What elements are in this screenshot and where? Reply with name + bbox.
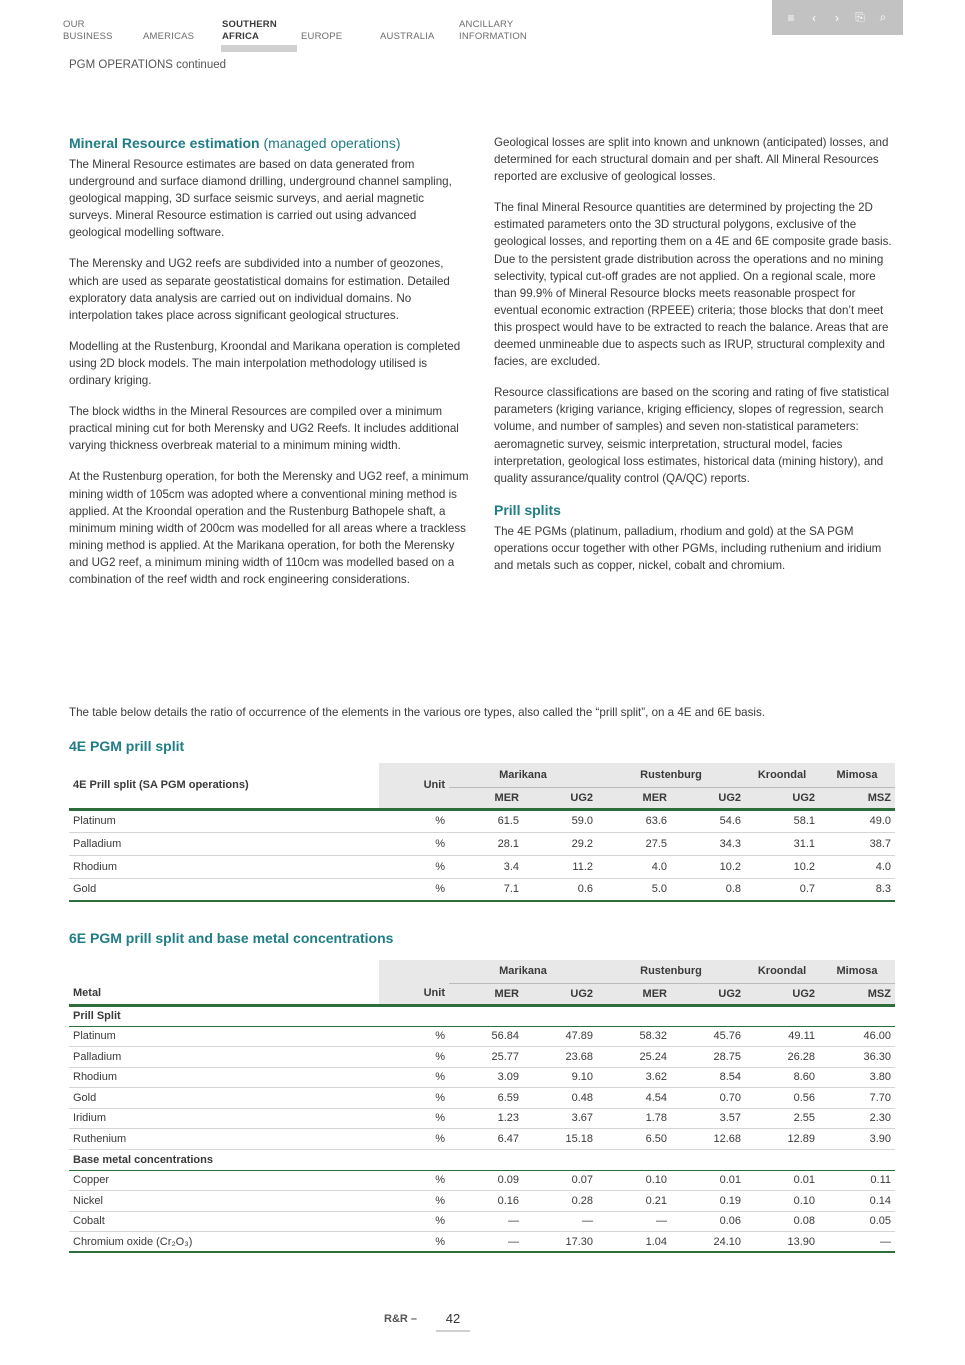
cell: 12.68 <box>713 1132 741 1145</box>
prill-splits-heading: Prill splits <box>494 501 561 518</box>
cell: 3.57 <box>719 1112 741 1125</box>
row-label: Palladium <box>73 837 122 850</box>
paragraph: The final Mineral Resource quantities are determined by projecting the 2D estimated parameters onto the 3D structural polygons, exclusive of the geological losses, and reporting them on a 4E and 6E composite grade basis. Due to the persistent grade distribution across the operations and no mining selectivity, typical cut-off grades are not applied. On a regional scale, more than 99.9% of Mineral Resource blocks meets reasonable prospect for eventual economic extraction (RPEEE) criteria; those blocks that don’t meet this prospect would have to be extracted to reach the balance. Areas that are deemed unmineable due to aspects such as IRUP, structural complexity and facies, are excluded. <box>494 201 892 369</box>
cell: — <box>880 1235 891 1248</box>
nav-item-europe[interactable] <box>301 19 342 43</box>
table1-title: 4E PGM prill split <box>69 738 185 754</box>
table-row <box>69 1191 895 1212</box>
table1-subheader: UG2 <box>523 787 597 809</box>
nav-line1: ANCILLARY <box>459 19 514 30</box>
table-row <box>69 1108 895 1129</box>
cell: 58.1 <box>793 815 815 827</box>
cell: 0.14 <box>869 1194 891 1207</box>
cell: 45.76 <box>713 1030 741 1043</box>
table-row <box>69 1211 895 1232</box>
paragraph: At the Rustenburg operation, for both the Merensky and UG2 reef, a minimum mining width of 105cm was adopted where a conventional mining method is applied. At the Kroondal operation and the Rustenburg Bathopele shaft, a minimum mining width of 200cm was modelled for all areas where a trackless mining method is applied. At the Marikana operation, for both the Merensky and UG2 reef, a minimum mining width of 110cm was modelled based on a combination of the reef width and rock engineering considerations. <box>69 470 469 586</box>
cell: 0.48 <box>571 1091 593 1104</box>
cell: 1.23 <box>497 1112 519 1125</box>
cell: 58.32 <box>639 1030 667 1043</box>
cell: 0.01 <box>719 1174 741 1187</box>
table2-unit-header: Unit <box>379 983 449 1005</box>
cell: 46.00 <box>863 1030 891 1043</box>
table1-group-rustenburg: Rustenburg <box>597 763 745 787</box>
cell: 56.84 <box>491 1030 519 1043</box>
nav-item-americas[interactable] <box>143 19 194 43</box>
table-row <box>69 1026 895 1047</box>
cell: 25.24 <box>639 1050 667 1063</box>
cell: 28.1 <box>497 837 519 850</box>
cell: 13.90 <box>787 1235 815 1248</box>
paragraph: Resource classifications are based on the scoring and rating of five statistical parameters (kriging variance, kriging efficiency, slopes of regression, search volume, and number of samples) and seven non-statistical parameters: aeromagnetic survey, seismic interpretation, structural model, facies interpretation, geological loss estimates, historical data (mining history), and quality assurance/quality control (QA/QC) reports. <box>494 386 890 485</box>
cell: 25.77 <box>491 1050 519 1063</box>
table2-group-rustenburg: Rustenburg <box>597 960 745 983</box>
cell: 8.60 <box>793 1071 815 1084</box>
menu-icon[interactable]: ≡ <box>787 10 795 25</box>
cell: 63.6 <box>645 815 667 827</box>
left-column <box>69 134 469 602</box>
row-unit: % <box>435 837 445 850</box>
cell: 0.8 <box>725 883 741 896</box>
table1-subheader: MER <box>597 787 671 809</box>
row-label: Cobalt <box>73 1215 105 1228</box>
table-row <box>69 878 895 901</box>
row-label: Iridium <box>73 1112 107 1125</box>
cell: 10.2 <box>719 860 741 873</box>
row-label: Chromium oxide (Cr₂O₃) <box>73 1235 193 1248</box>
toolbar <box>772 0 903 35</box>
table1-group-marikana: Marikana <box>449 763 597 787</box>
prill-split-4e-table <box>69 763 895 902</box>
cell: 3.62 <box>645 1071 667 1084</box>
paragraph: Modelling at the Rustenburg, Kroondal and Marikana operation is completed using 2D block models. The main interpolation methodology utilised is ordinary kriging. <box>69 339 461 388</box>
row-label: Nickel <box>73 1194 103 1207</box>
cell: 0.08 <box>793 1215 815 1228</box>
table2-group-mimosa: Mimosa <box>819 960 895 983</box>
cell: 0.11 <box>870 1174 891 1187</box>
cell: 27.5 <box>645 837 667 850</box>
table-row <box>69 1067 895 1088</box>
cell: 0.19 <box>719 1194 741 1207</box>
cell: — <box>508 1235 519 1248</box>
table2-subheader: MSZ <box>819 983 895 1005</box>
cell: 11.2 <box>572 860 593 873</box>
cell: 26.28 <box>787 1050 815 1063</box>
paragraph: Geological losses are split into known and unknown (anticipated) losses, and determined for each structural domain and per shaft. All Mineral Resources reported are exclusive of geological losses. <box>494 136 889 184</box>
cell: 0.70 <box>719 1091 741 1104</box>
cell: 12.89 <box>787 1132 815 1145</box>
table2-subheader: UG2 <box>745 983 819 1005</box>
row-label: Platinum <box>73 1030 116 1043</box>
table-row <box>69 855 895 878</box>
section-label: Prill Split <box>73 1010 121 1022</box>
table-section-row <box>69 1005 895 1026</box>
row-unit: % <box>435 860 445 873</box>
row-label: Palladium <box>73 1050 122 1063</box>
table1-subheader: MSZ <box>819 787 895 809</box>
paragraph: The block widths in the Mineral Resources are compiled over a minimum practical mining cut for both Merensky and UG2 Reefs. It includes additional varying thickness overbreak material to a minimum mining width. <box>69 405 459 453</box>
table-row <box>69 1088 895 1109</box>
cell: 17.30 <box>565 1235 593 1248</box>
table1-group-mimosa: Mimosa <box>819 763 895 787</box>
cell: 3.80 <box>869 1071 891 1084</box>
nav-item-southern-africa[interactable] <box>222 19 277 43</box>
cell: — <box>656 1215 667 1228</box>
page-number: 42 <box>436 1311 470 1332</box>
mineral-resource-heading <box>69 134 469 152</box>
cell: 0.10 <box>645 1174 667 1187</box>
cell: 2.55 <box>793 1112 815 1125</box>
table2-subheader: UG2 <box>523 983 597 1005</box>
table1-subheader: UG2 <box>745 787 819 809</box>
row-unit: % <box>435 1091 445 1104</box>
table1-header-label: 4E Prill split (SA PGM operations) <box>69 763 379 809</box>
table2-subheader: UG2 <box>671 983 745 1005</box>
nav-line2: BUSINESS <box>63 31 113 42</box>
cell: 59.0 <box>571 815 593 827</box>
cell: 6.59 <box>497 1091 519 1104</box>
cell: 49.0 <box>869 815 891 827</box>
cell: 0.6 <box>577 883 593 896</box>
table2-header-label: Metal <box>69 983 379 1005</box>
cell: 0.21 <box>645 1194 667 1207</box>
cell: 0.01 <box>793 1174 815 1187</box>
row-unit: % <box>435 1071 445 1084</box>
paragraph: The Merensky and UG2 reefs are subdivided into a number of geozones, which are used as separate geostatistical domains for estimation. Detailed exploratory data analysis are carried out on individual domains. No interpolation takes place across significant geological structures. <box>69 257 450 322</box>
nav-line1: SOUTHERN <box>222 19 277 30</box>
heading-bold: Mineral Resource estimation <box>69 135 260 151</box>
back-icon[interactable]: ⎘ <box>855 10 865 24</box>
cell: 3.09 <box>497 1071 519 1084</box>
table2-subheader: MER <box>449 983 523 1005</box>
table2-subheader: MER <box>597 983 671 1005</box>
cell: 9.10 <box>571 1071 593 1084</box>
table-row <box>69 832 895 855</box>
paragraph: The 4E PGMs (platinum, palladium, rhodium and gold) at the SA PGM operations occur together with other PGMs, including ruthenium and iridium and metals such as copper, nickel, cobalt and chromium. <box>494 524 882 572</box>
table-section-row <box>69 1149 895 1170</box>
heading-light: (managed operations) <box>263 135 401 151</box>
table1-group-kroondal: Kroondal <box>745 763 819 787</box>
nav-line1: OUR <box>63 19 85 30</box>
nav-line2: AMERICAS <box>143 31 195 42</box>
table2-group-kroondal: Kroondal <box>745 960 819 983</box>
cell: 28.75 <box>713 1050 741 1063</box>
table-row <box>69 1129 895 1150</box>
cell: 3.67 <box>571 1112 593 1125</box>
table-row <box>69 1232 895 1253</box>
cell: 47.89 <box>565 1030 593 1043</box>
paragraph: The Mineral Resource estimates are based on data generated from underground and surface diamond drilling, underground channel sampling, geological mapping, 3D surface seismic surveys, and aerial magnetic surveys. Mineral Resource estimation is carried out using advanced geological modelling software. <box>69 158 452 240</box>
row-unit: % <box>435 1112 445 1125</box>
nav-item-ancillary-information[interactable] <box>459 19 527 43</box>
section-label: Base metal concentrations <box>73 1153 213 1166</box>
cell: 0.7 <box>799 883 815 896</box>
cell: 10.2 <box>793 860 815 873</box>
previous-page-icon[interactable]: ‹ <box>812 10 816 25</box>
cell: 7.1 <box>503 883 519 896</box>
right-column <box>494 134 897 588</box>
cell: 8.3 <box>875 883 891 896</box>
cell: 31.1 <box>793 837 815 850</box>
row-unit: % <box>435 1174 445 1187</box>
cell: — <box>508 1215 519 1228</box>
cell: 4.54 <box>645 1091 667 1104</box>
table2-group-marikana: Marikana <box>449 960 597 983</box>
row-label: Rhodium <box>73 860 118 873</box>
cell: 49.11 <box>788 1030 815 1043</box>
nav-line2: INFORMATION <box>459 31 527 42</box>
cell: 24.10 <box>713 1235 741 1248</box>
cell: 1.04 <box>645 1235 667 1248</box>
cell: 54.6 <box>719 815 741 827</box>
row-unit: % <box>435 1194 445 1207</box>
cell: 0.56 <box>793 1091 815 1104</box>
row-unit: % <box>435 1215 445 1228</box>
cell: 34.3 <box>719 837 741 850</box>
section-label: PGM OPERATIONS continued <box>69 59 227 71</box>
cell: 5.0 <box>651 883 667 896</box>
cell: 36.30 <box>863 1050 891 1063</box>
prill-split-6e-table <box>69 960 895 1253</box>
row-label: Copper <box>73 1174 110 1187</box>
table1-unit-header: Unit <box>379 763 449 809</box>
nav-line2: AUSTRALIA <box>380 31 435 42</box>
next-page-icon[interactable]: › <box>835 10 839 25</box>
table2-title: 6E PGM prill split and base metal concentrations <box>69 930 394 946</box>
cell: 0.10 <box>793 1194 815 1207</box>
cell: 0.06 <box>719 1215 741 1228</box>
row-label: Gold <box>73 883 97 896</box>
cell: 0.05 <box>869 1215 891 1228</box>
row-unit: % <box>435 1132 445 1145</box>
cell: 6.47 <box>497 1132 519 1145</box>
row-unit: % <box>435 1030 445 1043</box>
cell: 29.2 <box>571 837 593 850</box>
cell: 0.07 <box>571 1174 593 1187</box>
cell: — <box>582 1215 593 1228</box>
cell: 15.18 <box>565 1132 593 1145</box>
row-label: Rhodium <box>73 1071 118 1084</box>
row-label: Platinum <box>73 815 116 827</box>
table-row <box>69 1047 895 1068</box>
row-label: Gold <box>73 1091 97 1104</box>
nav-line2: EUROPE <box>301 31 343 42</box>
cell: 4.0 <box>651 860 667 873</box>
nav-item-our-business[interactable] <box>63 19 113 43</box>
cell: 61.5 <box>497 815 519 827</box>
table1-subheader: UG2 <box>671 787 745 809</box>
cell: 1.78 <box>645 1112 667 1125</box>
row-label: Ruthenium <box>73 1132 127 1145</box>
cell: 4.0 <box>875 860 891 873</box>
table-intro: The table below details the ratio of occurrence of the elements in the various ore types, also called the “prill split”, on a 4E and 6E basis. <box>69 706 766 719</box>
row-unit: % <box>435 815 445 827</box>
cell: 0.09 <box>497 1174 519 1187</box>
cell: 0.28 <box>571 1194 593 1207</box>
cell: 3.4 <box>503 860 519 873</box>
nav-item-australia[interactable] <box>380 19 435 43</box>
cell: 38.7 <box>869 837 891 850</box>
row-unit: % <box>435 883 445 896</box>
search-icon[interactable]: ⌕ <box>879 10 887 24</box>
cell: 2.30 <box>869 1112 891 1125</box>
footer-label: R&R – <box>384 1313 418 1325</box>
table1-subheader: MER <box>449 787 523 809</box>
cell: 6.50 <box>645 1132 667 1145</box>
row-unit: % <box>435 1050 445 1063</box>
table-row <box>69 1170 895 1191</box>
table-row <box>69 809 895 832</box>
nav-line2: AFRICA <box>222 31 260 42</box>
nav-active-indicator <box>221 45 297 52</box>
cell: 3.90 <box>869 1132 891 1145</box>
cell: 8.54 <box>719 1071 741 1084</box>
row-unit: % <box>435 1235 445 1248</box>
cell: 0.16 <box>497 1194 519 1207</box>
cell: 23.68 <box>565 1050 593 1063</box>
cell: 7.70 <box>869 1091 891 1104</box>
